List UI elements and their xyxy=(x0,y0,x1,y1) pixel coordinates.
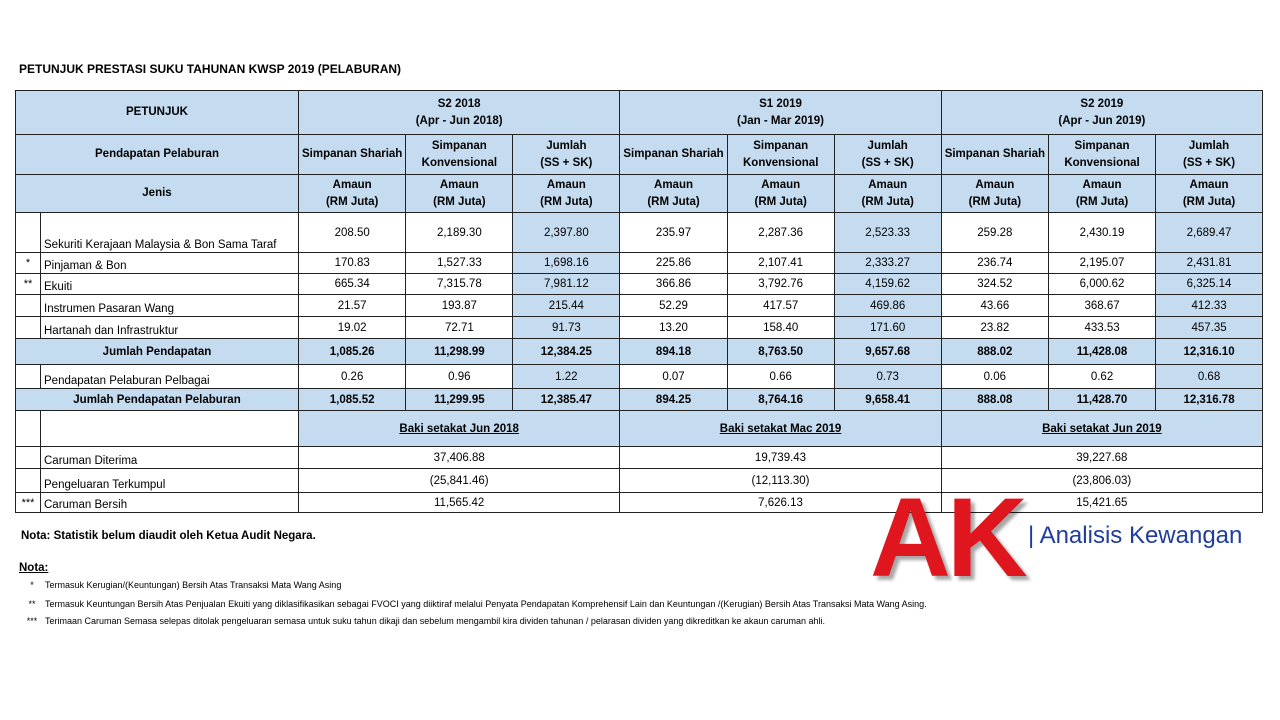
header-line: (SS + SK) xyxy=(1182,156,1236,169)
value-cell: 1,698.16 xyxy=(513,253,620,274)
total-value-cell: 11,299.95 xyxy=(406,389,513,411)
col-header-jumlah xyxy=(513,135,620,175)
col-header-simpanan-shariah: Simpanan Shariah xyxy=(620,135,727,175)
value-cell: 1,527.33 xyxy=(406,253,513,274)
header-line: (RM Juta) xyxy=(968,195,1022,208)
header-jenis: Jenis xyxy=(16,175,299,213)
period-header-s2-2018 xyxy=(299,91,620,135)
col-header-jumlah xyxy=(1156,135,1263,175)
value-cell: 2,397.80 xyxy=(513,213,620,253)
header-petunjuk: PETUNJUK xyxy=(16,91,299,135)
row-label: Sekuriti Kerajaan Malaysia & Bon Sama Taraf xyxy=(41,213,299,253)
header-line: (SS + SK) xyxy=(540,156,593,169)
total-value-cell: 8,763.50 xyxy=(727,339,834,365)
balance-value-cell: 15,421.65 xyxy=(941,493,1262,513)
value-cell: 2,333.27 xyxy=(834,253,941,274)
footnote-text: Termasuk Keuntungan Bersih Atas Penjualan Ekuiti yang diklasifikasikan sebagai FVOCI yang diiktiraf melalui Penyata Pendapatan Komprehensif Lain dan Keuntungan /(Kerugian) Bersih Atas Transaksi Mata Wang Asing. xyxy=(45,599,927,609)
value-cell: 23.82 xyxy=(941,317,1048,339)
blank-cell xyxy=(16,411,41,447)
row-marker xyxy=(16,213,41,253)
balance-value-cell: (23,806.03) xyxy=(941,469,1262,493)
value-cell: 0.66 xyxy=(727,365,834,389)
header-line: Amaun xyxy=(1082,178,1122,191)
balance-row xyxy=(16,469,1263,493)
header-pendapatan: Pendapatan Pelaburan xyxy=(16,135,299,175)
total-investment-income-row xyxy=(16,389,1263,411)
value-cell: 1.22 xyxy=(513,365,620,389)
total-value-cell: 894.25 xyxy=(620,389,727,411)
header-line: Amaun xyxy=(761,178,801,191)
total-value-cell: 11,428.70 xyxy=(1049,389,1156,411)
col-header-simpanan-konvensional xyxy=(1049,135,1156,175)
value-cell: 170.83 xyxy=(299,253,406,274)
col-header-jumlah xyxy=(834,135,941,175)
row-marker xyxy=(16,295,41,317)
value-cell: 52.29 xyxy=(620,295,727,317)
col-header-simpanan-konvensional xyxy=(727,135,834,175)
value-cell: 236.74 xyxy=(941,253,1048,274)
balance-value-cell: 11,565.42 xyxy=(299,493,620,513)
row-marker xyxy=(16,317,41,339)
col-header-amaun xyxy=(299,175,406,213)
value-cell: 368.67 xyxy=(1049,295,1156,317)
value-cell: 91.73 xyxy=(513,317,620,339)
total-label: Jumlah Pendapatan Pelaburan xyxy=(16,389,299,411)
row-label: Pinjaman & Bon xyxy=(41,253,299,274)
value-cell: 0.07 xyxy=(620,365,727,389)
header-line: (RM Juta) xyxy=(433,195,486,208)
balance-value-cell: (12,113.30) xyxy=(620,469,941,493)
footnote-text: Termasuk Kerugian/(Keuntungan) Bersih Atas Transaksi Mata Wang Asing xyxy=(45,580,342,590)
period-name: S1 2019 xyxy=(759,97,802,110)
value-cell: 193.87 xyxy=(406,295,513,317)
value-cell: 412.33 xyxy=(1156,295,1263,317)
logo-letters: AK xyxy=(870,475,1024,600)
header-line: (RM Juta) xyxy=(861,195,914,208)
value-cell: 3,792.76 xyxy=(727,274,834,295)
total-value-cell: 12,384.25 xyxy=(513,339,620,365)
total-value-cell: 11,298.99 xyxy=(406,339,513,365)
value-cell: 324.52 xyxy=(941,274,1048,295)
total-value-cell: 1,085.52 xyxy=(299,389,406,411)
value-cell: 2,107.41 xyxy=(727,253,834,274)
col-header-amaun xyxy=(620,175,727,213)
value-cell: 13.20 xyxy=(620,317,727,339)
balance-header-row xyxy=(16,411,1263,447)
total-label: Jumlah Pendapatan xyxy=(16,339,299,365)
total-value-cell: 888.08 xyxy=(941,389,1048,411)
value-cell: 158.40 xyxy=(727,317,834,339)
balance-value-cell: 39,227.68 xyxy=(941,447,1262,469)
value-cell: 6,000.62 xyxy=(1049,274,1156,295)
row-marker: ** xyxy=(16,274,41,295)
header-line: Simpanan xyxy=(431,139,487,152)
header-line: Amaun xyxy=(868,178,908,191)
value-cell: 43.66 xyxy=(941,295,1048,317)
total-value-cell: 11,428.08 xyxy=(1049,339,1156,365)
value-cell: 0.73 xyxy=(834,365,941,389)
investment-row xyxy=(16,253,1263,274)
header-line: (RM Juta) xyxy=(540,195,593,208)
balance-value-cell: 7,626.13 xyxy=(620,493,941,513)
value-cell: 0.68 xyxy=(1156,365,1263,389)
kwsp-performance-table xyxy=(15,90,1263,513)
value-cell: 171.60 xyxy=(834,317,941,339)
row-label: Ekuiti xyxy=(41,274,299,295)
value-cell: 2,195.07 xyxy=(1049,253,1156,274)
row-marker xyxy=(16,469,41,493)
balance-period-header: Baki setakat Jun 2019 xyxy=(941,411,1262,447)
header-line: Jumlah xyxy=(867,139,908,152)
audit-note: Nota: Statistik belum diaudit oleh Ketua Audit Negara. xyxy=(21,530,316,542)
footnote-mark: *** xyxy=(26,616,38,626)
col-header-amaun xyxy=(727,175,834,213)
footnote-3 xyxy=(19,616,825,626)
col-header-amaun xyxy=(1049,175,1156,213)
row-label: Pengeluaran Terkumpul xyxy=(41,469,299,493)
header-line: (RM Juta) xyxy=(1182,195,1236,208)
value-cell: 235.97 xyxy=(620,213,727,253)
footnote-mark: ** xyxy=(28,599,36,609)
header-line: Amaun xyxy=(654,178,693,191)
balance-row xyxy=(16,447,1263,469)
value-cell: 21.57 xyxy=(299,295,406,317)
value-cell: 19.02 xyxy=(299,317,406,339)
period-range: (Apr - Jun 2019) xyxy=(1058,114,1146,127)
total-income-row xyxy=(16,339,1263,365)
header-line: Amaun xyxy=(332,178,372,191)
notes-heading: Nota: xyxy=(19,562,49,574)
period-range: (Jan - Mar 2019) xyxy=(737,114,824,127)
total-value-cell: 894.18 xyxy=(620,339,727,365)
value-cell: 7,315.78 xyxy=(406,274,513,295)
total-value-cell: 9,658.41 xyxy=(834,389,941,411)
value-cell: 6,325.14 xyxy=(1156,274,1263,295)
total-value-cell: 1,085.26 xyxy=(299,339,406,365)
header-line: (RM Juta) xyxy=(647,195,700,208)
value-cell: 665.34 xyxy=(299,274,406,295)
row-label: Caruman Bersih xyxy=(41,493,299,513)
header-line: (SS + SK) xyxy=(861,156,914,169)
row-label: Instrumen Pasaran Wang xyxy=(41,295,299,317)
header-line: Jumlah xyxy=(546,139,587,152)
col-header-amaun xyxy=(406,175,513,213)
value-cell: 0.62 xyxy=(1049,365,1156,389)
value-cell: 0.06 xyxy=(941,365,1048,389)
logo-text: | Analisis Kewangan xyxy=(1028,522,1243,549)
period-name: S2 2019 xyxy=(1080,97,1124,110)
header-line: Konvensional xyxy=(1064,156,1140,169)
value-cell: 469.86 xyxy=(834,295,941,317)
total-value-cell: 12,385.47 xyxy=(513,389,620,411)
row-marker: * xyxy=(16,253,41,274)
value-cell: 7,981.12 xyxy=(513,274,620,295)
investment-row xyxy=(16,295,1263,317)
col-header-simpanan-shariah: Simpanan Shariah xyxy=(299,135,406,175)
value-cell: 417.57 xyxy=(727,295,834,317)
balance-value-cell: (25,841.46) xyxy=(299,469,620,493)
misc-income-row xyxy=(16,365,1263,389)
header-line: Amaun xyxy=(546,178,586,191)
col-header-amaun xyxy=(513,175,620,213)
total-value-cell: 9,657.68 xyxy=(834,339,941,365)
value-cell: 2,431.81 xyxy=(1156,253,1263,274)
balance-period-header: Baki setakat Jun 2018 xyxy=(299,411,620,447)
value-cell: 433.53 xyxy=(1049,317,1156,339)
col-header-amaun xyxy=(941,175,1048,213)
period-header-s2-2019 xyxy=(941,91,1262,135)
balance-value-cell: 37,406.88 xyxy=(299,447,620,469)
footnote-mark: * xyxy=(30,580,34,590)
col-header-simpanan-konvensional xyxy=(406,135,513,175)
footnote-text: Terimaan Caruman Semasa selepas ditolak pengeluaran semasa untuk suku tahun dikaji dan sebelum mengambil kira dividen tahunan / pelarasan dividen yang dikreditkan ke akaun caruman ahli. xyxy=(45,616,825,626)
total-value-cell: 12,316.10 xyxy=(1156,339,1263,365)
row-marker xyxy=(16,365,41,389)
row-label: Pendapatan Pelaburan Pelbagai xyxy=(41,365,299,389)
total-value-cell: 8,764.16 xyxy=(727,389,834,411)
investment-row xyxy=(16,274,1263,295)
value-cell: 225.86 xyxy=(620,253,727,274)
row-marker: *** xyxy=(16,493,41,513)
total-value-cell: 12,316.78 xyxy=(1156,389,1263,411)
value-cell: 2,430.19 xyxy=(1049,213,1156,253)
value-cell: 366.86 xyxy=(620,274,727,295)
total-value-cell: 888.02 xyxy=(941,339,1048,365)
footnote-2 xyxy=(19,599,927,609)
investment-row xyxy=(16,213,1263,253)
value-cell: 72.71 xyxy=(406,317,513,339)
balance-period-header: Baki setakat Mac 2019 xyxy=(620,411,941,447)
header-line: Konvensional xyxy=(421,156,498,169)
header-line: Jumlah xyxy=(1188,139,1230,152)
col-header-simpanan-shariah: Simpanan Shariah xyxy=(941,135,1048,175)
value-cell: 4,159.62 xyxy=(834,274,941,295)
value-cell: 2,189.30 xyxy=(406,213,513,253)
value-cell: 0.96 xyxy=(406,365,513,389)
value-cell: 2,287.36 xyxy=(727,213,834,253)
row-marker xyxy=(16,447,41,469)
header-line: (RM Juta) xyxy=(1075,195,1129,208)
value-cell: 2,523.33 xyxy=(834,213,941,253)
investment-row xyxy=(16,317,1263,339)
page-title: PETUNJUK PRESTASI SUKU TAHUNAN KWSP 2019 (PELABURAN) xyxy=(19,62,402,76)
header-line: Simpanan xyxy=(753,139,809,152)
footnote-1 xyxy=(19,580,341,590)
header-line: (RM Juta) xyxy=(325,195,379,208)
header-line: (RM Juta) xyxy=(754,195,807,208)
value-cell: 208.50 xyxy=(299,213,406,253)
value-cell: 0.26 xyxy=(299,365,406,389)
period-range: (Apr - Jun 2018) xyxy=(415,114,503,127)
col-header-amaun xyxy=(1156,175,1263,213)
balance-value-cell: 19,739.43 xyxy=(620,447,941,469)
header-line: Amaun xyxy=(1189,178,1229,191)
header-line: Amaun xyxy=(975,178,1015,191)
row-label: Caruman Diterima xyxy=(41,447,299,469)
col-header-amaun xyxy=(834,175,941,213)
period-header-s1-2019 xyxy=(620,91,941,135)
period-name: S2 2018 xyxy=(437,97,481,110)
row-label: Hartanah dan Infrastruktur xyxy=(41,317,299,339)
blank-cell xyxy=(41,411,299,447)
header-line: Simpanan xyxy=(1074,139,1130,152)
header-line: Konvensional xyxy=(742,156,819,169)
header-line: Amaun xyxy=(439,178,479,191)
value-cell: 259.28 xyxy=(941,213,1048,253)
value-cell: 457.35 xyxy=(1156,317,1263,339)
value-cell: 215.44 xyxy=(513,295,620,317)
value-cell: 2,689.47 xyxy=(1156,213,1263,253)
